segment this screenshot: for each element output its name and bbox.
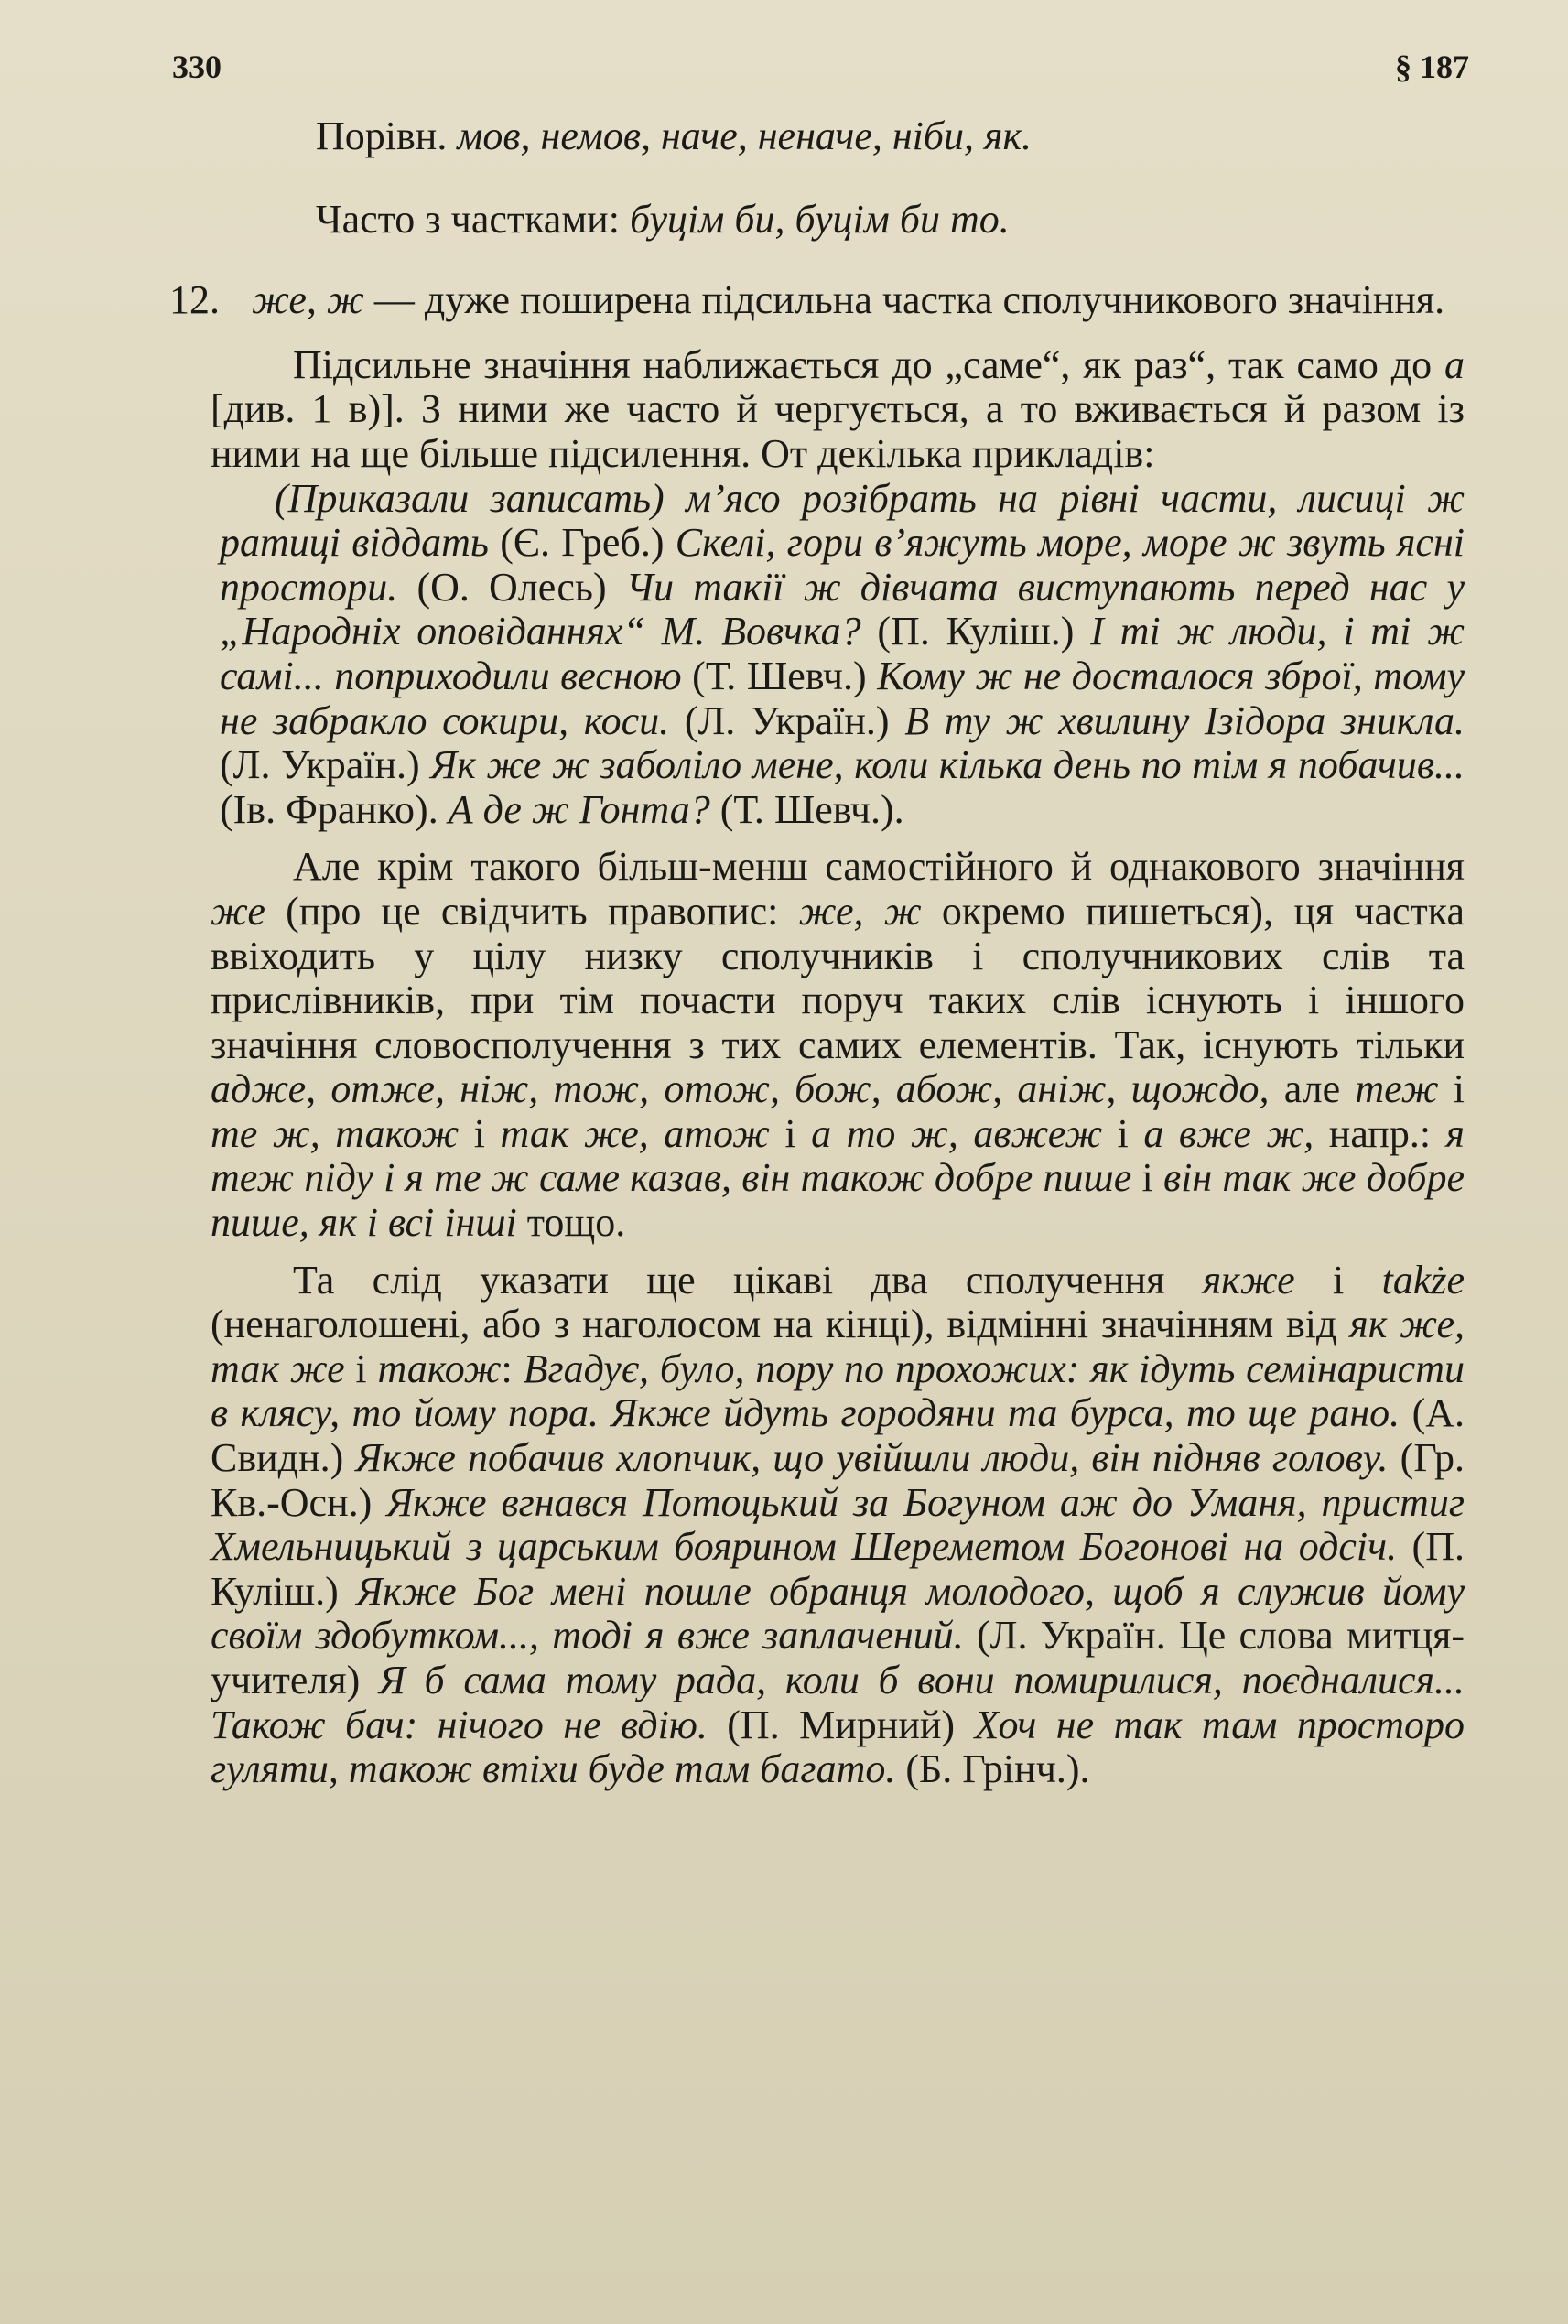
italic-run: Якже побачив хлопчик, що увійшли люди, він підняв голову. <box>355 1435 1389 1481</box>
section-marker: § 187 <box>1395 49 1469 85</box>
text-run: (П. Куліш.) <box>860 609 1091 654</box>
italic-run: так же, атож <box>500 1110 770 1156</box>
page-body <box>169 113 1465 1792</box>
italic-run: якже <box>1202 1257 1295 1303</box>
italic-run: також <box>377 1346 502 1391</box>
italic-run: Якже вгнався Потоцький за Богуном аж до Уманя, пристиг Хмельницький з царським боярином Шереметом Богонові на одсіч. <box>211 1479 1465 1570</box>
italic-run: а то ж, авжеж <box>811 1110 1103 1156</box>
text-run: (Т. Шевч.) <box>681 653 878 698</box>
italic-run: а вже ж, <box>1143 1110 1314 1156</box>
text-run: і <box>1102 1110 1144 1156</box>
text-run: (П. Мирний) <box>707 1702 975 1747</box>
text-run: і <box>1131 1155 1163 1201</box>
text-run: (про це свідчить правопис: <box>265 888 799 934</box>
italic-run: мов, немов, наче, неначе, ніби, як. <box>457 113 1033 158</box>
text-run: тощо. <box>516 1200 626 1246</box>
italic-run: же, ж <box>798 888 922 934</box>
italic-run: буцім би, буцім би то. <box>629 196 1010 242</box>
text-run: (П. Куліш.) <box>211 1524 1465 1614</box>
text-run: : <box>501 1346 524 1391</box>
text-run: і <box>1438 1066 1465 1112</box>
text-run: (Є. Греб.) <box>488 520 676 566</box>
particles-line <box>211 198 1465 243</box>
italic-run: Як же ж заболіло мене, коли кілька день по тім я побачив... <box>430 742 1465 788</box>
italic-run: І ті ж люди, і ті ж самі... поприходили весною <box>220 609 1465 698</box>
italic-run: же <box>211 888 265 934</box>
text-run: (Б. Грінч.). <box>895 1746 1090 1792</box>
text-run: [див. 1 в)]. З ними же часто й чергується, а то вживається й разом із ними на ще більше підсилення. От декілька прикладів: <box>211 386 1465 476</box>
text-run: і <box>769 1110 812 1156</box>
text-run: напр.: <box>1314 1110 1446 1156</box>
italic-run: адже, отже, ніж, тож, отож, бож, абож, аніж, щождо, <box>211 1066 1270 1112</box>
text-run: (Гр. Кв.-Осн.) <box>211 1435 1465 1525</box>
paragraph-examples <box>211 477 1465 833</box>
text-run: Та слід указати ще цікаві два сполучення <box>293 1257 1203 1303</box>
italic-run: Скелі, гори в’яжуть море, море ж звуть ясні простори. <box>220 520 1465 610</box>
italic-run: także <box>1381 1257 1465 1303</box>
italic-run: те ж, також <box>211 1110 460 1156</box>
text-run: (А. Свидн.) <box>211 1390 1465 1481</box>
paragraph-forms <box>211 845 1465 1245</box>
italic-run: же, ж <box>252 277 364 323</box>
text-run: (Л. Україн.) <box>220 742 431 788</box>
text-run: Підсильне значіння наближається до „саме“, як раз“, так само до <box>293 341 1444 387</box>
text-run: Але крім такого більш-менш самостійного й однакового значіння <box>293 844 1465 890</box>
text-run: (Ів. Франко). <box>220 786 449 832</box>
italic-run: він так же добре пише, як і всі інші <box>211 1155 1465 1246</box>
text-run: (Л. Україн.) <box>669 697 905 743</box>
text-run: окремо пишеться), ця частка ввіходить у цілу низку сполучників і сполучникових слів та прислівників, при тім почасти поруч таких слів існують і іншого значіння словосполучення з тих самих елементів. Так, існують тільки <box>211 888 1465 1067</box>
italic-run: я теж піду і я те ж саме казав, він також добре пише <box>211 1110 1465 1201</box>
text-run: і <box>459 1110 501 1156</box>
text-run: (ненаголошені, або з наголосом на кінці), відмінні значінням від <box>211 1302 1350 1347</box>
item-text <box>252 277 1444 322</box>
italic-run: Кому ж не досталося зброї, тому не забракло сокири, коси. <box>220 653 1465 743</box>
italic-run: (Приказали записать) м’ясо розібрать на рівні части, лисиці ж ратиці віддать <box>220 475 1465 566</box>
italic-run: а <box>1444 341 1465 387</box>
page-number: 330 <box>172 49 222 85</box>
paragraph-combinations <box>211 1259 1465 1792</box>
italic-run: Чи такії ж дівчата виступають перед нас у „Народніх оповіданнях“ М. Вовчка? <box>220 564 1465 654</box>
italic-run: Вгадує, було, пору по прохожих: як ідуть семінаристи в клясу, то йому пора. Якже йдуть городяни та бурса, то ще рано. <box>211 1346 1465 1436</box>
text-run: але <box>1269 1066 1356 1112</box>
text-run: Часто з частками: <box>316 196 630 242</box>
paragraph-intro <box>211 343 1465 477</box>
text-run: (Л. Україн. Це слова митця-учителя) <box>211 1613 1465 1702</box>
italic-run: Я б сама тому рада, коли б вони помирилися, поєдналися... Також бач: нічого не вдію. <box>211 1658 1465 1747</box>
text-run: — дуже поширена підсильна частка сполучникового значіння. <box>363 277 1445 323</box>
italic-run: теж <box>1355 1066 1439 1112</box>
text-run: Порівн. <box>316 113 458 158</box>
italic-run: Якже Бог мені пошле обранця молодого, щоб я служив йому своїм здобутком..., тоді я вже заплачений. <box>211 1568 1465 1659</box>
italic-run: Хоч не так там просторо гуляти, також втіхи буде там багато. <box>211 1702 1465 1792</box>
list-item-12 <box>169 277 1465 323</box>
comparison-line <box>211 114 1465 159</box>
text-run: (Т. Шевч.). <box>709 786 904 832</box>
italic-run: як же, так же <box>211 1302 1465 1391</box>
text-run: і <box>1294 1257 1382 1303</box>
text-run: і <box>344 1346 378 1391</box>
italic-run: В ту ж хвилину Ізідора зникла. <box>904 697 1465 743</box>
italic-run: А де ж Гонта? <box>448 786 710 832</box>
text-run: (О. Олесь) <box>397 564 626 610</box>
item-number: 12. <box>169 277 220 323</box>
